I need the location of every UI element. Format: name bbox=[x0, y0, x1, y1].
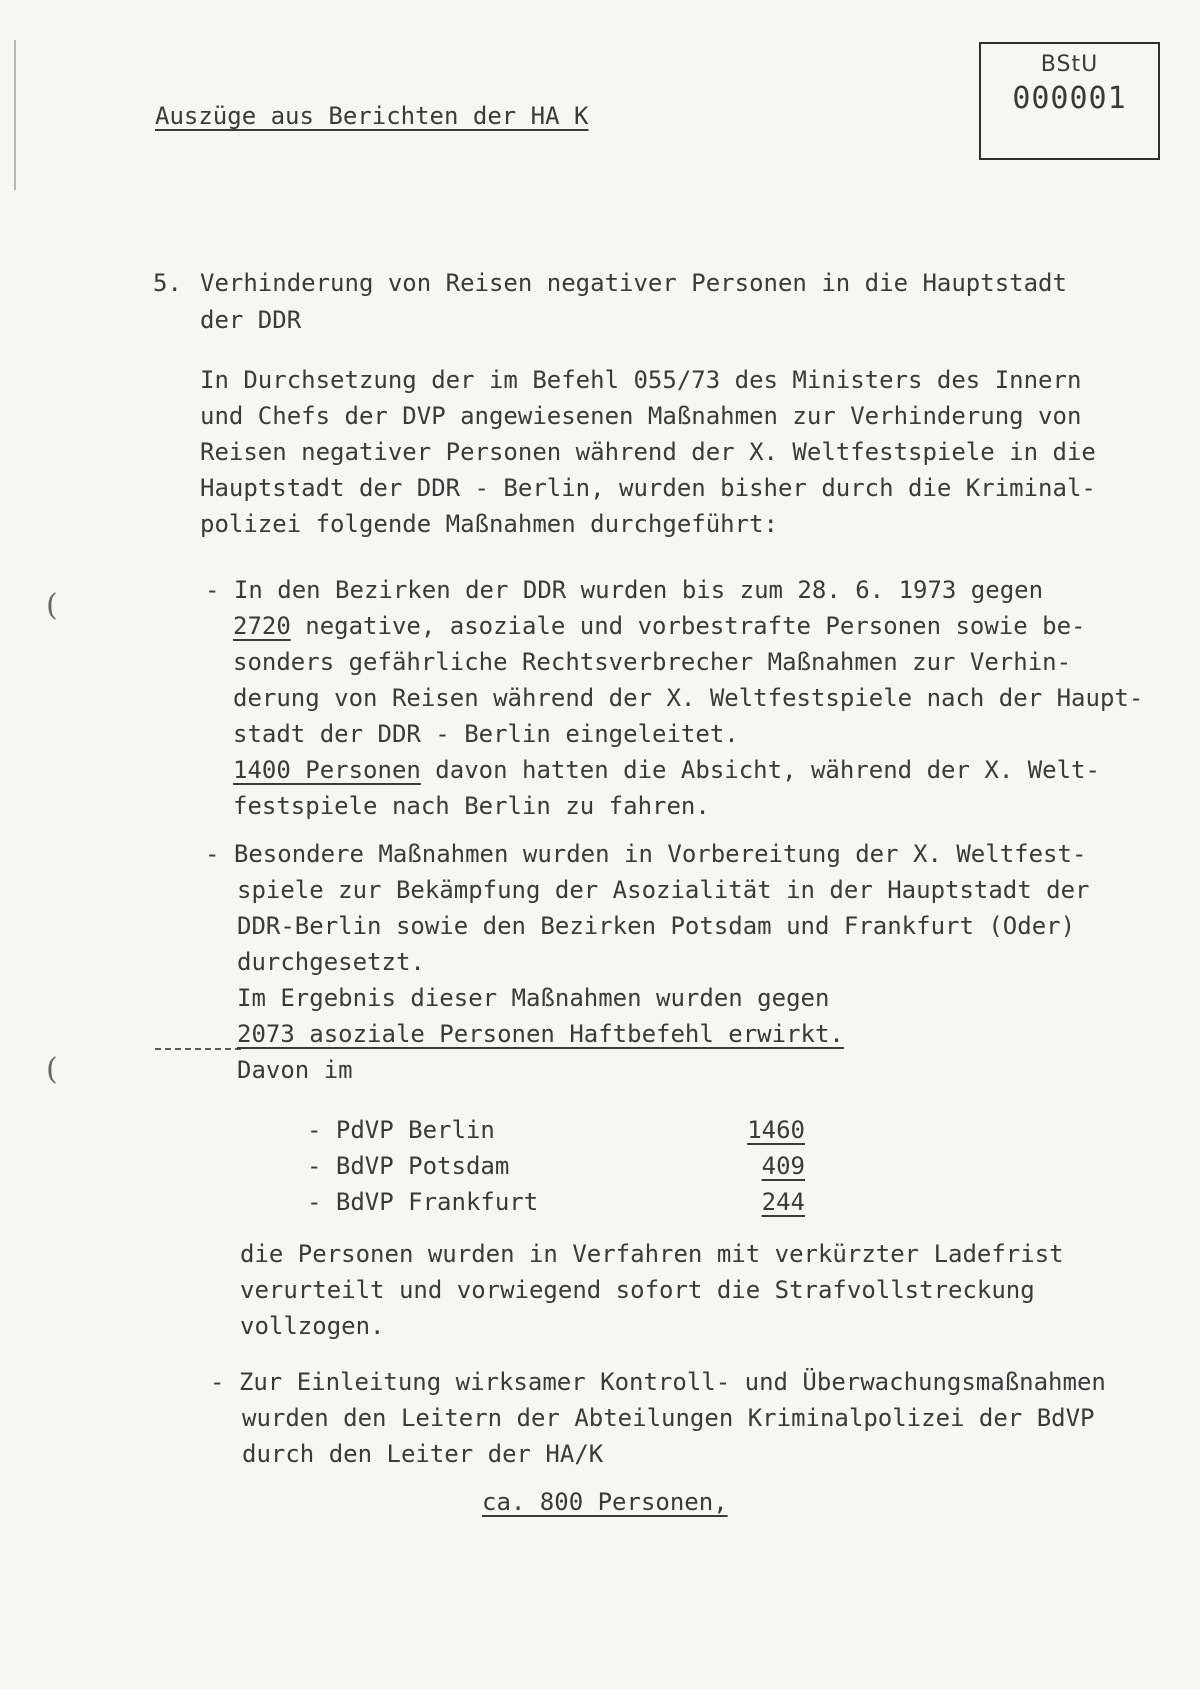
margin-dashes bbox=[155, 1048, 241, 1050]
punch-hole-mark: ( bbox=[46, 1052, 58, 1087]
after-table-line: vollzogen. bbox=[240, 1312, 385, 1340]
bullet1-line1: - In den Bezirken der DDR wurden bis zum 28. 6. 1973 gegen bbox=[205, 576, 1044, 604]
punch-hole-mark: ( bbox=[46, 588, 58, 623]
section-number: 5. bbox=[153, 269, 182, 297]
bullet2-line7: Davon im bbox=[237, 1056, 353, 1084]
bullet1-line7: festspiele nach Berlin zu fahren. bbox=[233, 792, 710, 820]
bullet1-line6: 1400 Personen davon hatten die Absicht, während der X. Welt- bbox=[233, 756, 1100, 784]
intro-line: und Chefs der DVP angewiesenen Maßnahmen zur Verhinderung von bbox=[200, 402, 1082, 430]
intro-line: In Durchsetzung der im Befehl 055/73 des Ministers des Innern bbox=[200, 366, 1082, 394]
after-table-line: die Personen wurden in Verfahren mit verkürzter Ladefrist bbox=[240, 1240, 1064, 1268]
bullet1-line2: 2720 negative, asoziale und vorbestrafte Personen sowie be- bbox=[233, 612, 1086, 640]
bullet1-line5: stadt der DDR - Berlin eingeleitet. bbox=[233, 720, 739, 748]
bullet2-line5: Im Ergebnis dieser Maßnahmen wurden gegen bbox=[237, 984, 830, 1012]
section-title-line1: Verhinderung von Reisen negativer Personen in die Hauptstadt bbox=[200, 269, 1067, 297]
stamp-label: BStU bbox=[1040, 52, 1099, 77]
stamp-number: 000001 bbox=[1012, 81, 1127, 116]
bullet1-line4: derung von Reisen während der X. Weltfestspiele nach der Haupt- bbox=[233, 684, 1144, 712]
table-row-label: - PdVP Berlin bbox=[307, 1116, 495, 1144]
bullet2-line4: durchgesetzt. bbox=[237, 948, 425, 976]
bullet3-line4: ca. 800 Personen, bbox=[482, 1488, 728, 1516]
table-row-label: - BdVP Frankfurt bbox=[307, 1188, 539, 1216]
document-heading: Auszüge aus Berichten der HA K bbox=[155, 102, 589, 130]
intro-line: Reisen negativer Personen während der X. Weltfestspiele in die bbox=[200, 438, 1096, 466]
scan-edge-mark bbox=[14, 40, 16, 190]
bullet2-line6: 2073 asoziale Personen Haftbefehl erwirkt. bbox=[237, 1020, 844, 1048]
bullet2-line2: spiele zur Bekämpfung der Asozialität in der Hauptstadt der bbox=[237, 876, 1090, 904]
table-row-value: 409 bbox=[761, 1152, 805, 1180]
intro-line: Hauptstadt der DDR - Berlin, wurden bisher durch die Kriminal- bbox=[200, 474, 1096, 502]
bullet1-count: 2720 bbox=[233, 612, 291, 640]
table-row-label: - BdVP Potsdam bbox=[307, 1152, 510, 1180]
bullet2-line3: DDR-Berlin sowie den Bezirken Potsdam und Frankfurt (Oder) bbox=[237, 912, 1076, 940]
bullet3-line3: durch den Leiter der HA/K bbox=[242, 1440, 604, 1468]
after-table-line: verurteilt und vorwiegend sofort die Strafvollstreckung bbox=[240, 1276, 1035, 1304]
bullet1-persons: 1400 Personen bbox=[233, 756, 421, 784]
intro-line: polizei folgende Maßnahmen durchgeführt: bbox=[200, 510, 778, 538]
table-row-value: 1460 bbox=[747, 1116, 805, 1144]
section-title-line2: der DDR bbox=[200, 306, 302, 334]
bullet2-line1: - Besondere Maßnahmen wurden in Vorbereitung der X. Weltfest- bbox=[205, 840, 1087, 868]
table-row-value: 244 bbox=[761, 1188, 805, 1216]
bullet1-line3: sonders gefährliche Rechtsverbrecher Maßnahmen zur Verhin- bbox=[233, 648, 1072, 676]
archive-stamp bbox=[979, 42, 1160, 160]
bullet3-line2: wurden den Leitern der Abteilungen Kriminalpolizei der BdVP bbox=[242, 1404, 1095, 1432]
bullet3-line1: - Zur Einleitung wirksamer Kontroll- und Überwachungsmaßnahmen bbox=[210, 1368, 1106, 1396]
